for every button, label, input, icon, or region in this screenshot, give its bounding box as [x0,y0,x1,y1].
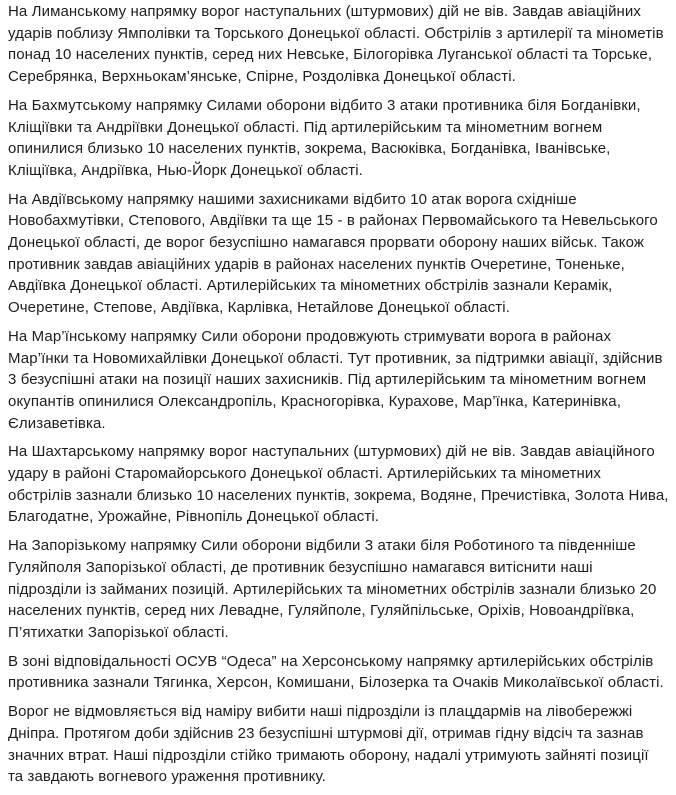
post-body [8,1,672,795]
paragraph-lyman: На Лиманському напрямку ворог наступальних (штурмових) дій не вів. Завдав авіаційних ударів поблизу Ямполівки та Торського Донецької області. Обстрілів з артилерії та мінометів понад 10 населених пунктів, серед них Невське, Білогорівка Луганської області та Торське, Серебрянка, Верхньокам’янське, Спірне, Роздолівка Донецької області. [8,3,664,86]
paragraph-kherson: В зоні відповідальності ОСУВ “Одеса” на Херсонському напрямку артилерійських обстрілів противника зазнали Тягинка, Херсон, Комишани, Білозерка та Очаків Миколаївської області. [8,652,664,692]
paragraph-avdiivka: На Авдіївському напрямку нашими захисниками відбито 10 атак ворога східніше Новобахмутівки, Степового, Авдіївки та ще 15 - в районах Первомайського та Невельського Донецької області, де ворог безуспішно намагався прорвати оборону наших військ. Також противник завдав авіаційних ударів в районах населених пунктів Очеретине, Тоненьке, Авдіївка Донецької області. Артилерійських та мінометних обстрілів зазнали Керамік, Очеретине, Степове, Авдіївка, Карлівка, Нетайлове Донецької області. [8,190,658,317]
paragraph-bakhmut: На Бахмутському напрямку Силами оборони відбито 3 атаки противника біля Богданівки, Кліщіївки та Андріївки Донецької області. Під артилерійським та мінометним вогнем опинилися близько 10 населених пунктів, зокрема, Васюківка, Богданівка, Іванівське, Кліщіївка, Андріївка, Нью-Йорк Донецької області. [8,96,641,179]
paragraph-zaporizhzhia: На Запорізькому напрямку Сили оборони відбили 3 атаки біля Роботиного та південніше Гуляйполя Запорізької області, де противник безуспішно намагався витіснити наші підрозділи із займаних позицій. Артилерійських та мінометних обстрілів зазнали близько 20 населених пунктів, серед них Левадне, Гуляйполе, Гуляйпільське, Оріхів, Новоандріївка, П’ятихатки Запорізької області. [8,537,657,641]
paragraph-shakhtarsk: На Шахтарському напрямку ворог наступальних (штурмових) дій не вів. Завдав авіаційного удару в районі Старомайорського Донецької області. Артилерійських та мінометних обстрілів зазнали близько 10 населених пунктів, зокрема, Водяне, Пречистівка, Золота Нива, Благодатне, Урожайне, Рівнопіль Донецької області. [8,443,669,526]
paragraph-dnipro: Ворог не відмовляється від наміру вибити наші підрозділи із плацдармів на лівобережжі Дніпра. Протягом доби здійснив 23 безуспішні штурмові дії, отримав гідну відсіч та зазнав значних втрат. Наші підрозділи стійко тримають оборону, надалі утримують зайняті позиції та завдають вогневого ураження противнику. [8,703,649,786]
paragraph-marinka: На Мар’їнському напрямку Сили оборони продовжують стримувати ворога в районах Мар’їнки та Новомихайлівки Донецької області. Тут противник, за підтримки авіації, здійснив 3 безуспішні атаки на позиції наших захисників. Під артилерійським та мінометним вогнем окупантів опинилися Олександропіль, Красногорівка, Курахове, Мар’їнка, Катеринівка, Єлизаветівка. [8,327,663,432]
